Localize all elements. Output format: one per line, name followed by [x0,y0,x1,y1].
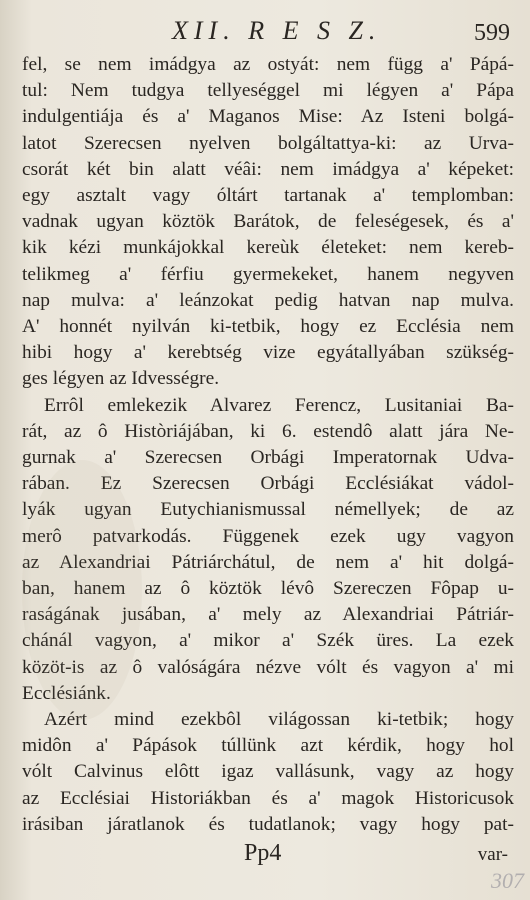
text-line: latot Szerecsen nyelven bolgáltattya-ki: az Urva- [22,132,514,154]
text-line: fel, se nem imádgya az ostyát: nem függ a' Pápá- [22,54,514,75]
text-line: gurnak a' Szerecsen Orbági Imperatornak Udva- [22,447,514,469]
signature-mark: Pp4 [244,840,282,867]
text-line: vólt Calvinus elôtt igaz vallásunk, vagy az hogy [22,761,514,783]
text-line: hibi hogy a' kerebtség vize egyátallyában szükség- [22,342,514,364]
text-line: közöt-is az ô valóságára nézve vólt és vagyon a' mi [22,656,514,678]
text-line: tul: Nem tudgya tellyeséggel mi légyen a' Pápa [22,80,514,102]
text-line: csorát két bin alatt véâi: nem imádgya a' képeket: [22,158,514,180]
text-line: Azért mind ezekbôl világossan ki-tetbik; hogy [44,709,514,731]
catchword: var- [477,844,508,866]
text-line: raságának jusában, a' mely az Alexandriai Pátriár- [22,604,514,626]
chapter-heading: XII. R E S Z. [172,16,382,45]
text-line: A' honnét nyilván ki-tetbik, hogy ez Ecclésia nem [22,316,514,338]
page-footer [22,840,514,880]
text-line: Errôl emlekezik Alvarez Ferencz, Lusitaniai Ba- [44,394,514,416]
text-line: vadnak ugyan köztök Barátok, de feleségesek, és a' [22,211,514,233]
paragraph-1 [22,52,514,393]
library-stamp: 307 [491,868,524,893]
text-line: az Ecclésiai Historiákban és a' magok Historicusok [22,787,514,809]
text-line: rában. Ez Szerecsen Orbági Ecclésiákat vádol- [22,473,514,495]
text-line: rát, az ô Històriájában, ki 6. estendô alatt jára Ne- [22,420,514,442]
text-line: egy asztalt vagy óltárt tartanak a' templomban: [22,185,514,207]
text-line: ban, hanem az ô köztök lévô Szereczen Fôpap u- [22,578,514,600]
paragraph-2 [22,393,514,707]
text-line: kik kézi munkájokkal kereùk életeket: nem kereb- [22,237,514,259]
running-header [22,14,514,52]
text-line: nap mulva: a' leánzokat pedig hatvan nap mulva. [22,289,514,311]
text-line: Ecclésiánk. [22,682,111,704]
text-line: ges légyen az Idvességre. [22,368,220,390]
text-line: telikmeg a' férfiu gyermekeket, hanem negyven [22,263,514,285]
page-body [22,52,514,838]
text-line: irásiban járatlanok és tudatlanok; vagy hogy pat- [22,813,514,835]
text-line: az Alexandriai Pátriárchátul, de nem a' hit dolgá- [22,551,514,573]
page-number: 599 [474,20,510,46]
text-line: indulgentiája és a' Maganos Mise: Az Isteni bolgá- [22,106,514,128]
text-line: merô patvarkodás. Függenek ezek ugy vagyon [22,525,514,547]
text-line: chánál vagyon, a' mikor a' Szék üres. La ezek [22,630,514,652]
text-line: lyák ugyan Eutychianismussal némellyek; de az [22,499,514,521]
paragraph-3 [22,707,514,838]
text-line: midôn a' Pápások túllünk azt kérdik, hogy hol [22,735,514,757]
